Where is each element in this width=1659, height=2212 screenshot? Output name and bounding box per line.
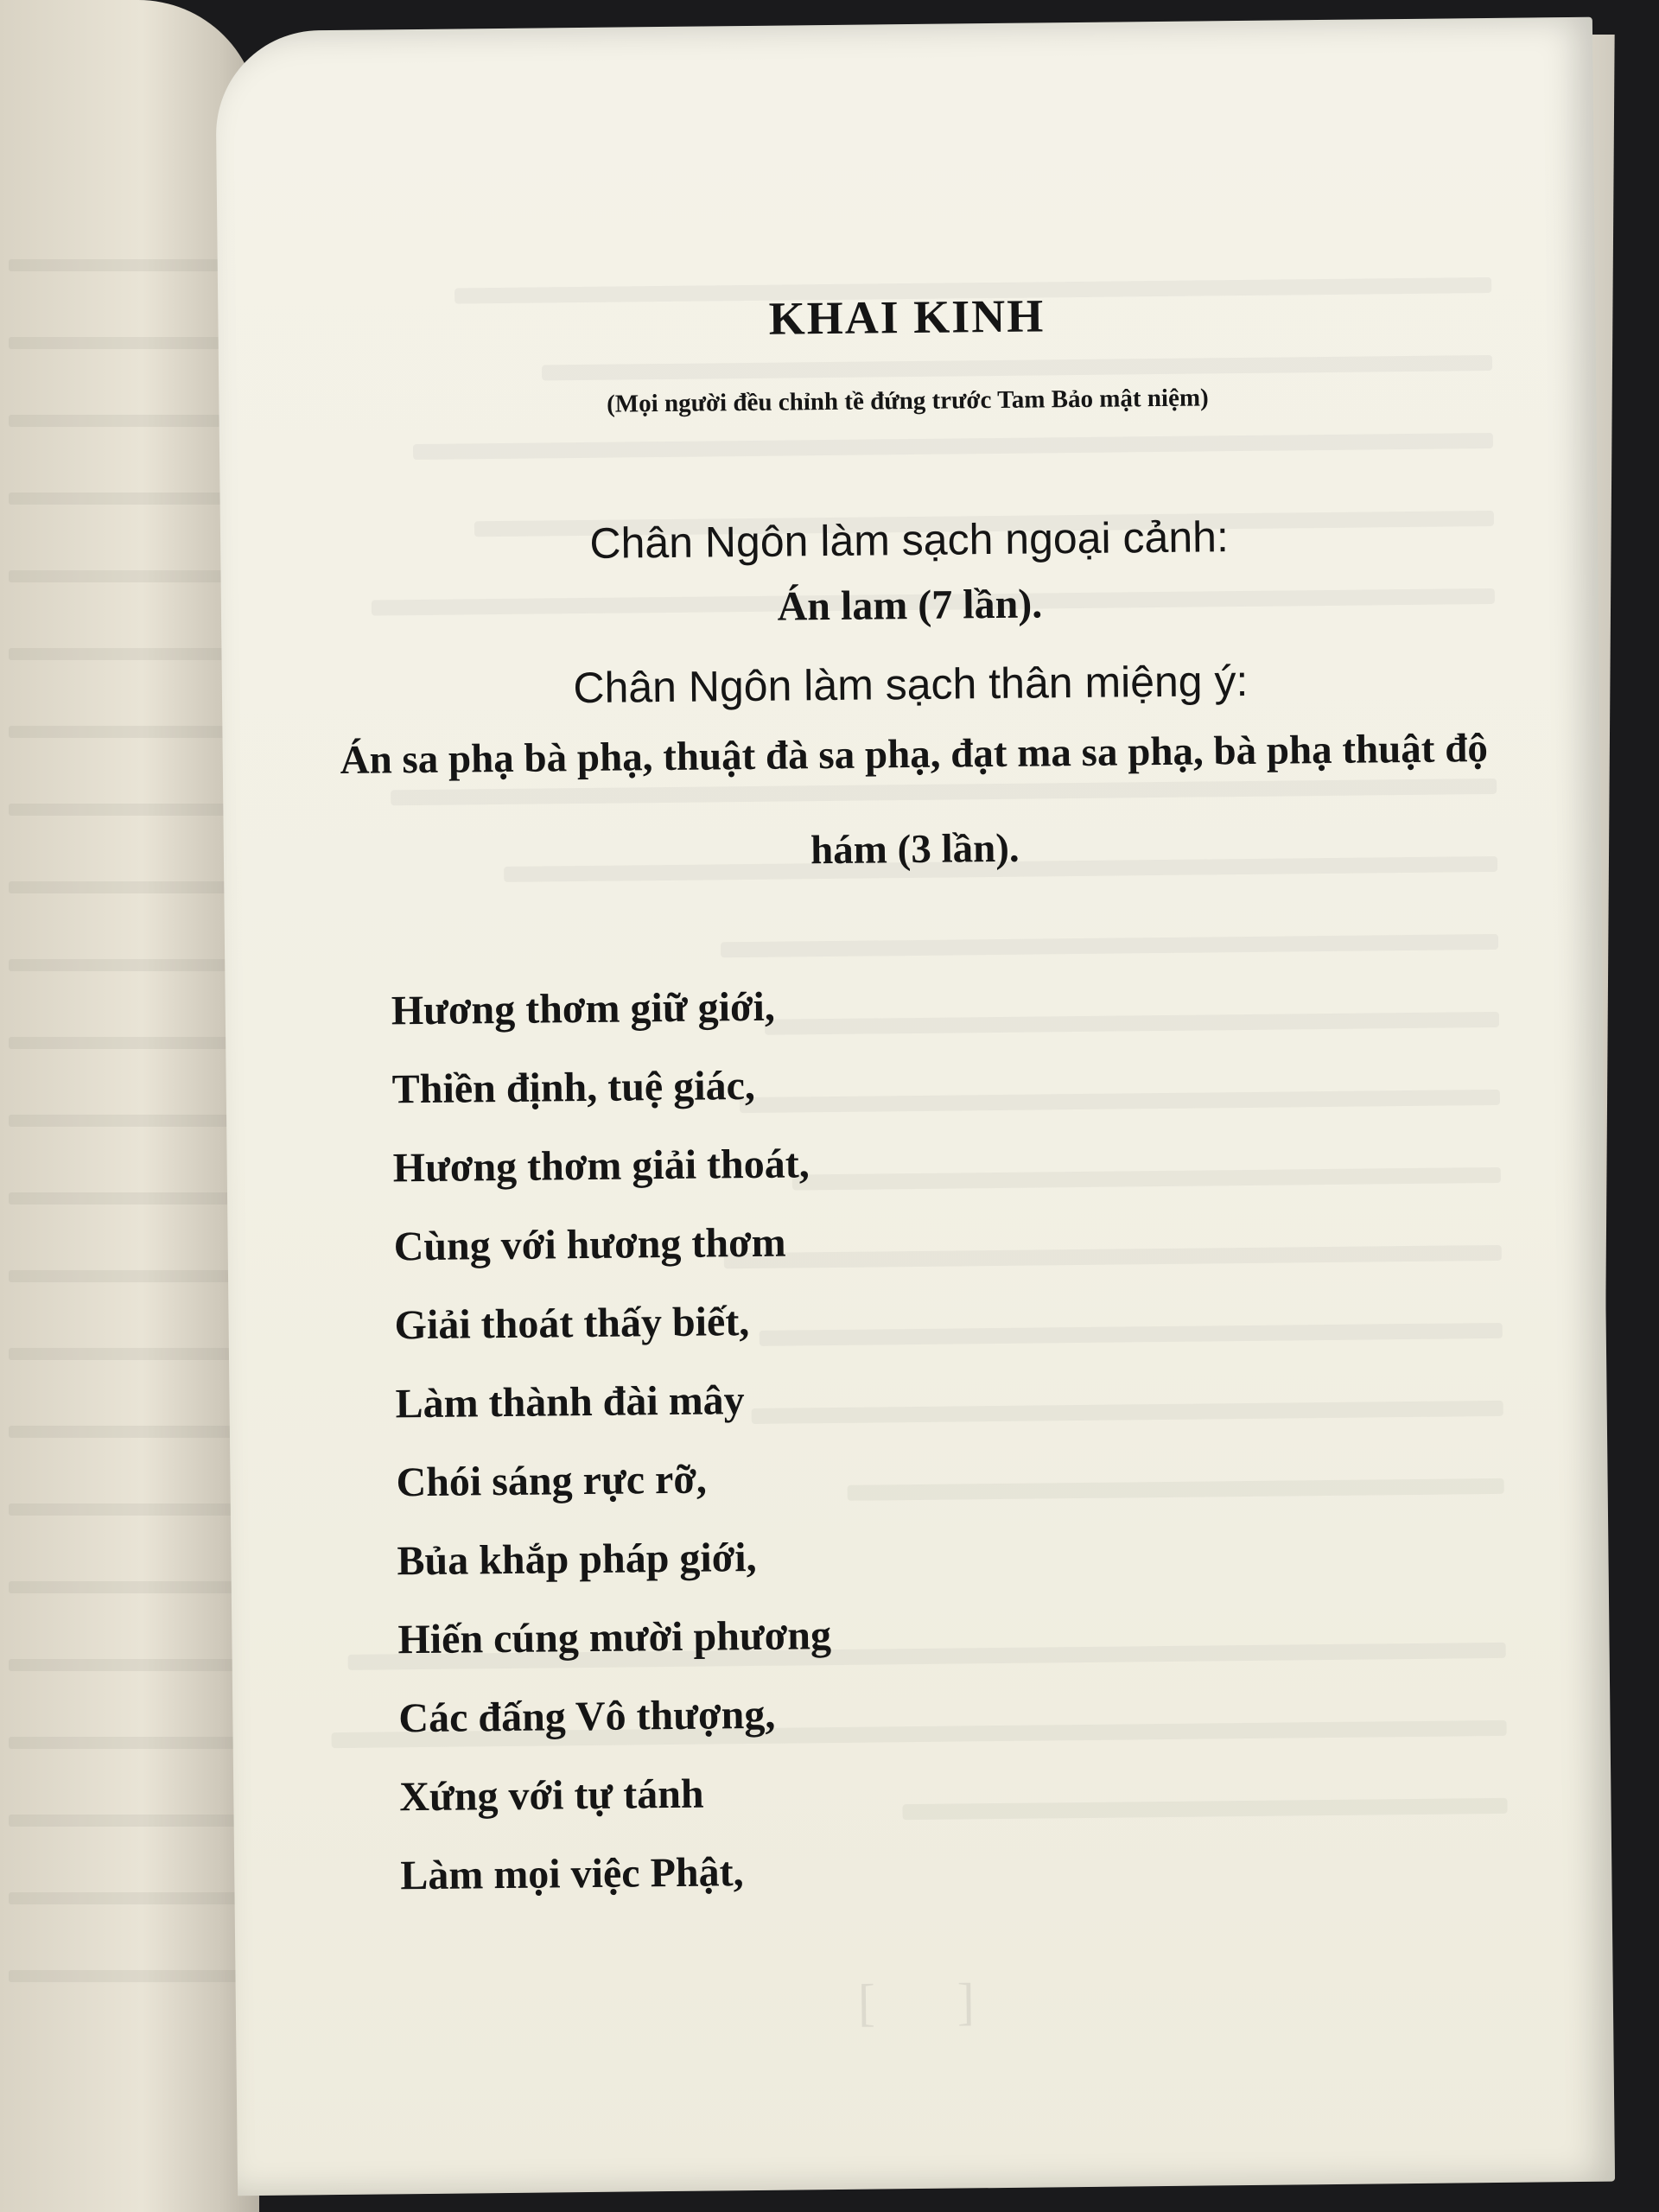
ghost-line (9, 1037, 251, 1049)
ghost-line (9, 1892, 251, 1904)
mantra-heading: Chân Ngôn làm sạch ngoại cảnh: (589, 512, 1230, 568)
ghost-line (9, 1737, 251, 1749)
verse-line: Làm mọi việc Phật, (400, 1849, 744, 1899)
ghost-line (9, 1115, 251, 1127)
page-title: KHAI KINH (768, 289, 1046, 345)
ghost-line (9, 1581, 251, 1593)
ghost-line (9, 1503, 251, 1516)
ghost-line (9, 1270, 251, 1282)
ghost-line (9, 259, 251, 271)
ghost-line (9, 881, 251, 893)
verse-line: Các đấng Vô thượng, (398, 1691, 776, 1742)
ghost-line (9, 337, 251, 349)
ghost-line (9, 1426, 251, 1438)
ghost-line (9, 726, 251, 738)
ghost-line (9, 959, 251, 971)
verse-line: Bủa khắp pháp giới, (397, 1534, 757, 1585)
book-page (215, 17, 1615, 2196)
verse-line: Chói sáng rực rỡ, (396, 1456, 708, 1506)
bleed-through-page-number: [ ] (857, 1972, 1010, 2031)
mantra-heading: Chân Ngôn làm sạch thân miệng ý: (573, 656, 1249, 713)
page-subtitle: (Mọi người đều chỉnh tề đứng trước Tam Bảo mật niệm) (607, 384, 1209, 418)
verse-line: Hương thơm giải thoát, (392, 1141, 810, 1192)
mantra-text: Án sa phạ bà phạ, thuật đà sa phạ, đạt ma sa phạ, bà phạ thuật độ hám (3 lần). (340, 726, 1489, 874)
ghost-line (9, 1192, 251, 1205)
ghost-line (9, 415, 251, 427)
ghost-line (9, 1348, 251, 1360)
verse-list (391, 967, 834, 1915)
ghost-line (9, 804, 251, 816)
verse-line: Cùng với hương thơm (393, 1219, 786, 1270)
ghost-line (9, 648, 251, 660)
verse-line: Xứng với tự tánh (399, 1770, 704, 1821)
ghost-line (9, 1970, 251, 1982)
ghost-line (9, 570, 251, 582)
ghost-line (9, 1815, 251, 1827)
page-content (215, 17, 1615, 2196)
verse-line: Thiền định, tuệ giác, (391, 1062, 756, 1113)
ghost-line (9, 493, 251, 505)
mantra-text: Án lam (7 lần). (777, 581, 1043, 630)
verse-line: Giải thoát thấy biết, (394, 1299, 750, 1349)
verse-line: Làm thành đài mây (395, 1377, 745, 1427)
ghost-line (9, 1659, 251, 1671)
verse-line: Hương thơm giữ giới, (391, 983, 776, 1034)
verse-line: Hiến cúng mười phương (397, 1612, 832, 1663)
